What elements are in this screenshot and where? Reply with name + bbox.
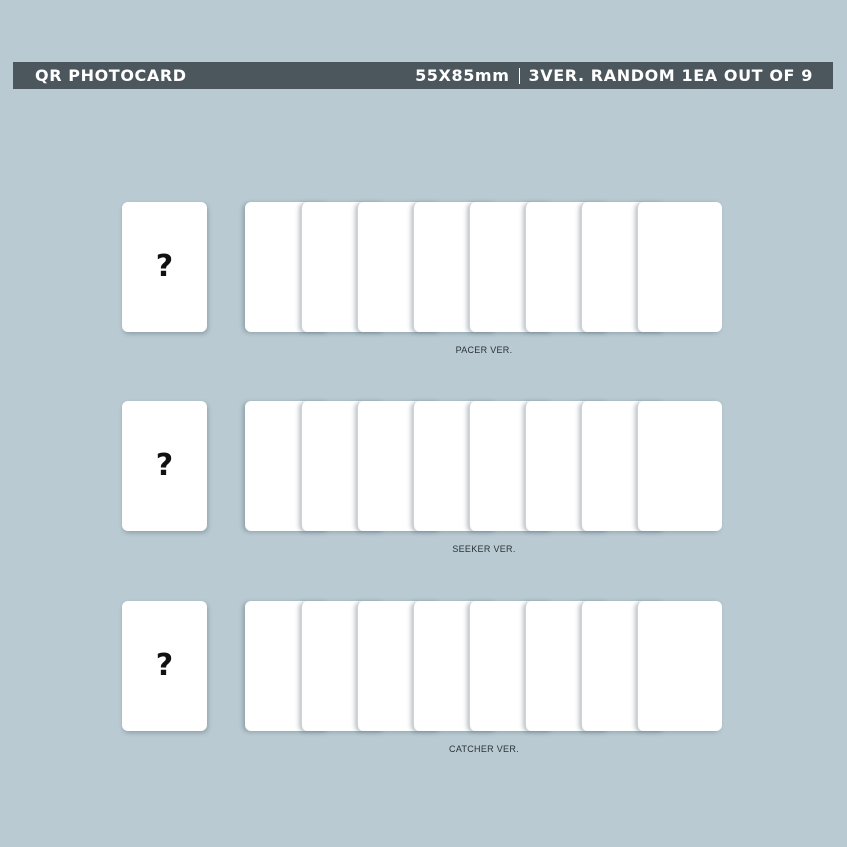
- version-label: PACER VER.: [455, 345, 513, 355]
- photocard: [637, 401, 722, 531]
- photocard: [637, 601, 722, 731]
- version-label: CATCHER VER.: [449, 744, 519, 754]
- header-divider: [519, 68, 520, 84]
- photocard: [637, 202, 722, 332]
- version-label: SEEKER VER.: [452, 544, 516, 554]
- mystery-card: [122, 601, 207, 731]
- mystery-card: [122, 401, 207, 531]
- question-mark-icon: ?: [155, 648, 174, 683]
- version-row-catcher: [0, 601, 847, 761]
- random-description: 3VER. RANDOM 1EA OUT OF 9: [528, 66, 813, 85]
- header-bar: [13, 62, 833, 89]
- version-row-seeker: [0, 401, 847, 561]
- card-size: 55X85mm: [415, 66, 510, 85]
- question-mark-icon: ?: [155, 448, 174, 483]
- version-row-pacer: [0, 202, 847, 362]
- question-mark-icon: ?: [155, 249, 174, 284]
- mystery-card: [122, 202, 207, 332]
- header-info: [415, 66, 813, 85]
- header-title: QR PHOTOCARD: [35, 66, 187, 85]
